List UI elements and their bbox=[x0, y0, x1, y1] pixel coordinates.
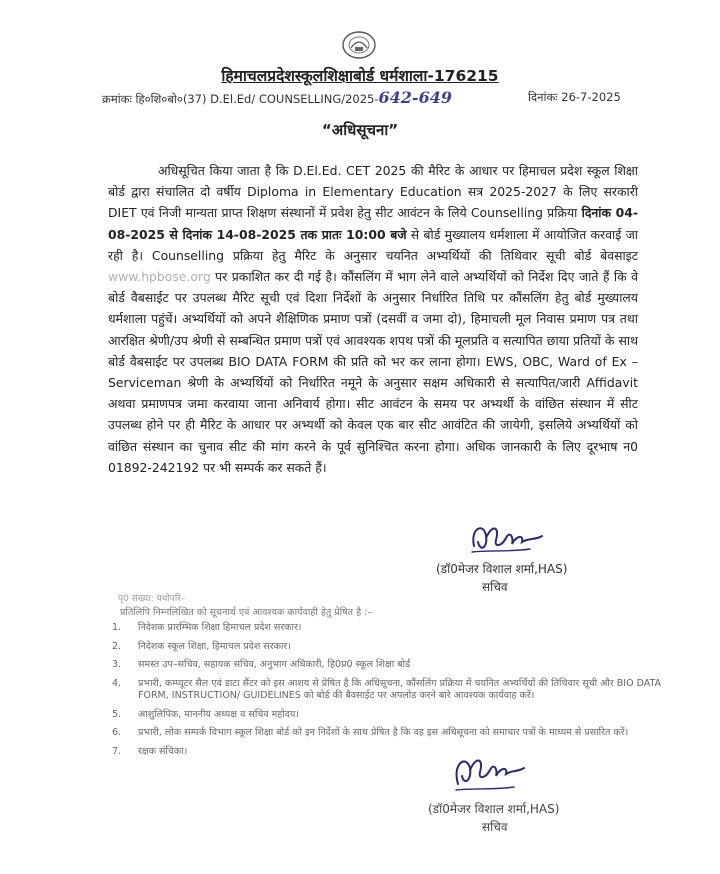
copy-to-list bbox=[108, 622, 668, 764]
signatory-name: (डॉ0मेजर विशाल शर्मा,HAS) bbox=[428, 802, 560, 816]
body-part-2: से बोर्ड मुख्यालय धर्मशाला में आयोजित करवाई जा रही है। Counselling प्रक्रिया हेतु मैरिट के अनुसार चयनित अभ्यर्थियों की तिथिवार सूची बोर्ड बेवसाइट bbox=[108, 226, 638, 263]
board-seal-icon bbox=[341, 30, 377, 60]
signature-icon bbox=[448, 750, 528, 794]
signatory-name: (डॉ0मेजर विशाल शर्मा,HAS) bbox=[436, 562, 568, 576]
list-item: 2. निदेशक स्कूल शिक्षा, हिमाचल प्रदेश सरकार। bbox=[112, 640, 291, 652]
notification-date: दिनांकः 26-7-2025 bbox=[528, 90, 621, 104]
signatory-title: सचिव bbox=[482, 820, 508, 834]
notification-body bbox=[108, 160, 638, 478]
list-item: 3. समस्त उप–सचिव, सहायक सचिव, अनुभाग अधिकारी, हि0प्र0 स्कूल शिक्षा बोर्ड bbox=[112, 659, 411, 670]
list-item: 6. प्रभारी, लोक सम्पर्क विभाग स्कूल शिक्षा बोर्ड को इन निर्देशों के साथ प्रेषित है कि वह इस अधिसूचना को समाचार पत्रों के माध्यम से प्रसारित करें। bbox=[112, 727, 629, 738]
counselling-dates: दिनांक 04-08-2025 से दिनांक 14-08-2025 तक प्रातः 10:00 बजे bbox=[108, 205, 638, 242]
copy-to-intro: प्रतिलिपि निम्नलिखित को सूचनार्थ एवं आवश्यक कार्यवाही हेतु प्रेषित है :– bbox=[120, 607, 373, 618]
reference-number bbox=[102, 88, 452, 107]
board-website: www.hpbose.org bbox=[108, 269, 211, 285]
board-title: हिमाचलप्रदेशस्कूलशिक्षाबोर्ड धर्मशाला-176215 bbox=[221, 67, 499, 85]
reference-handwritten-number: 642-649 bbox=[378, 88, 452, 107]
list-item: 1. निदेशक प्रारम्भिक शिक्षा हिमाचल प्रदेश सरकार। bbox=[112, 622, 302, 633]
reference-prefix: क्रमांकः हि०शि०बो०(37) D.El.Ed/ COUNSELLING/2025- bbox=[102, 92, 379, 106]
body-part-3: पर प्रकाशित कर दी गई है। कौंसलिंग में भाग लेने वाले अभ्यर्थियों को निर्देश दिए जाते हैं कि वे बोर्ड वैबसाईट पर उपलब्ध मैरिट सूची एवं दिशा निर्देशों के अनुसार निर्धारित तिथि पर कौंसलिंग हेतु बोर्ड मुख्यालय धर्मशाला पहुंचें। अभ्यर्थियों को अपने शैक्षिणिक प्रमाण पत्रों (दसवीं व जमा दो), हिमाचली मूल निवास प्रमाण पत्र तथा आरक्षित श्रेणी/उप श्रेणी से सम्बन्धित प्रमाण पत्रों एवं आवश्यक शपथ पत्रों की मूलप्रति व सत्यापित छाया प्रतियों के साथ बोर्ड वैबसाईट पर उपलब्ध BIO DATA FORM की प्रति को भर कर लाना होगा। EWS, OBC, Ward of Ex – Serviceman श्रेणी के अभ्यर्थियों को निर्धारित नमूने के अनुसार सक्षम अधिकारी से सत्यापित/जारी Affidavit अथवा प्रमाणपत्र जमा करवाया जाना अनिवार्य होगा। सीट आवंटन के समय पर अभ्यर्थी के वांछित संस्थान में सीट उपलब्ध होने पर ही मैरिट के आधार पर अभ्यर्थी को केवल एक बार सीट आवंटित की जायेगी, इसलिये अभ्यर्थियों को वांछित संस्थान का चुनाव सीट की मांग करने के पूर्व सुनिश्चित करना होगा। अधिक जानकारी के लिए दूरभाष न0 01892-242192 पर भी सम्पर्क कर सकते हैं। bbox=[108, 269, 638, 475]
signatory-title: सचिव bbox=[482, 580, 508, 594]
list-item: 5. आशुलिपिक, माननीय अध्यक्ष व सचिव महोदय। bbox=[112, 708, 299, 720]
notification-title: “अधिसूचना” bbox=[321, 121, 399, 139]
body-part-1: अधिसूचित किया जाता है कि D.El.Ed. CET 2025 की मैरिट के आधार पर हिमाचल प्रदेश स्कूल शिक्षा बोर्ड द्वारा संचालित दो वर्षीय Diploma in Elementary Education सत्र 2025-2027 के लिए सरकारी DIET एवं निजी मान्यता प्राप्त शिक्षण संस्थानों में प्रवेश हेतु सीट आवंटन के लिये Counselling प्रक्रिया bbox=[108, 163, 638, 221]
list-item: 4. प्रभारी, कम्प्यूटर सैल एवं डाटा सैंटर को इस आशय से प्रेषित है कि अधिसूचना, कौंसलिंग प्रक्रिया में चयनित अभ्यर्थियों की तिथिवार सूची और BIO DATA FORM, INSTRUCTION/ GUIDELINES को बोर्ड की बैवसाईट पर अपलोड करने बारे आवश्यक कार्यवाह करें। bbox=[112, 677, 662, 701]
copy-reference-label: पृ0 संख्या: यथोपरि– bbox=[118, 594, 186, 604]
list-item: 7. रक्षक संचिका। bbox=[112, 745, 188, 757]
signature-icon bbox=[466, 516, 546, 560]
